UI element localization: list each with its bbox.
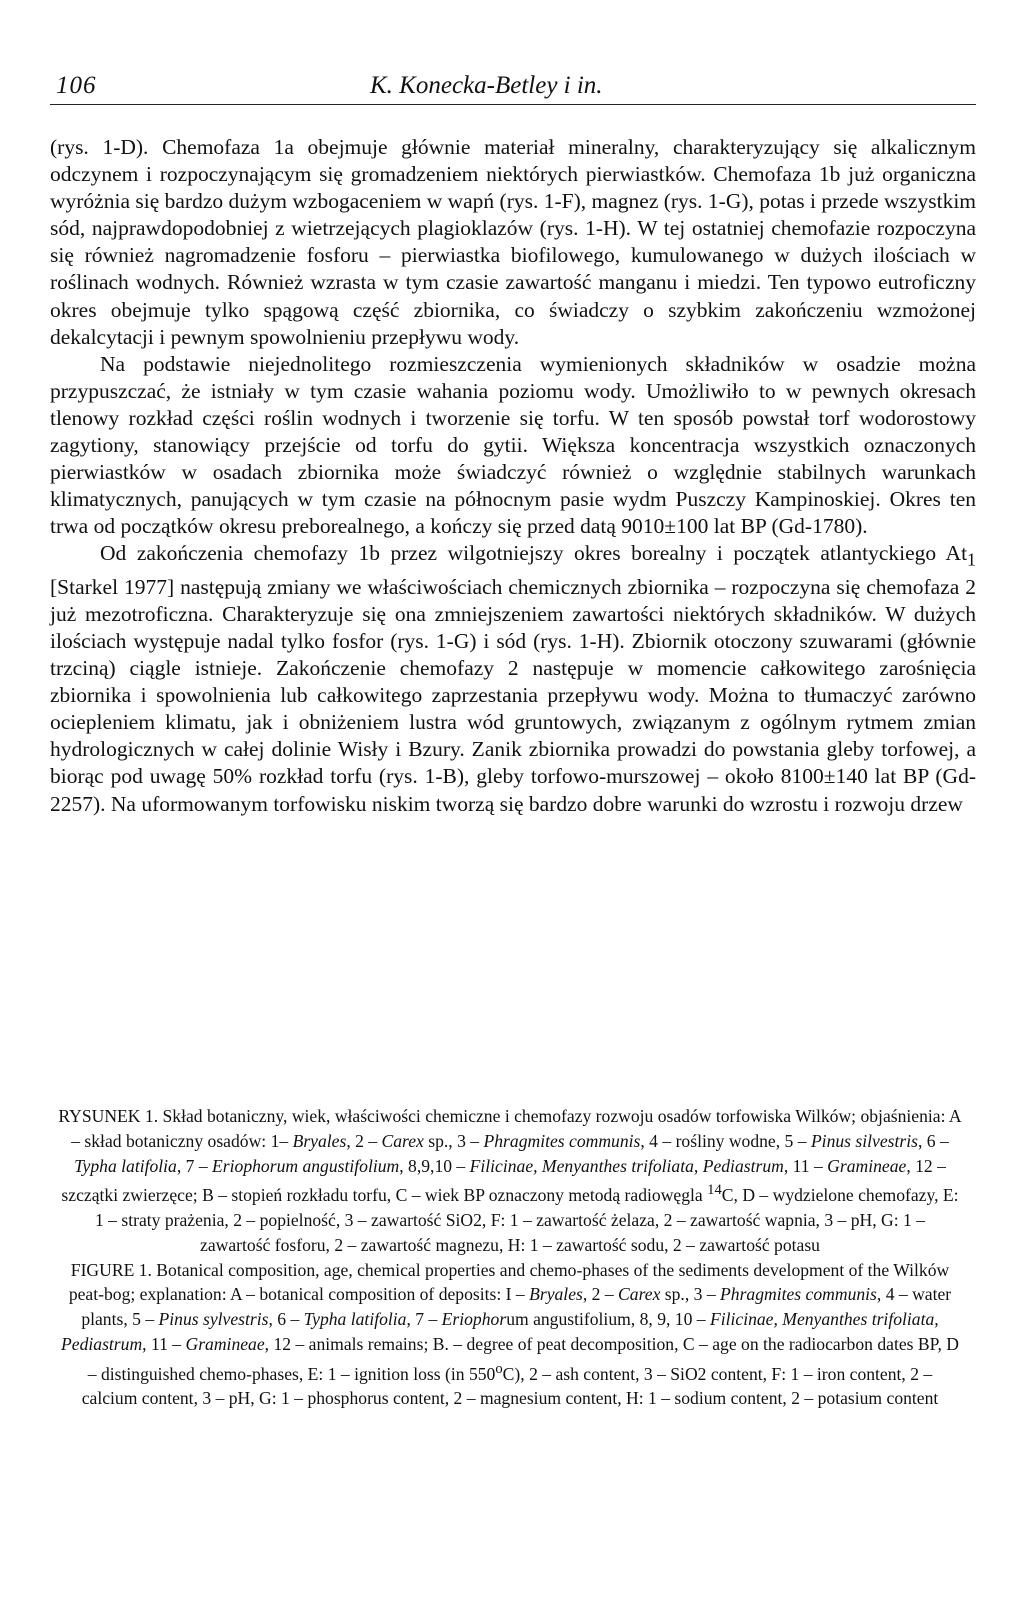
caption-en-text: , 12 – animals remains; B. – degree of peat decomposition, C – age on the radiocarbon dates BP, D – distinguished chemo-phases, E: 1 – ignition loss (in 550 (87, 1334, 959, 1384)
caption-en-taxon: Gramineae (185, 1334, 265, 1355)
caption-pl-text: RYSUNEK 1. Skład botaniczny, wiek, właściwości chemiczne i chemofazy rozwoju osadów torfowiska Wilków; objaśnienia: A – skład botaniczny osadów: 1– (58, 1106, 962, 1151)
caption-en-taxon: Filicinae, Menyanthes trifoliata, Pediastrum (61, 1309, 939, 1355)
caption-pl-text: , 7 – (176, 1155, 213, 1176)
caption-en-superscript: o (495, 1360, 503, 1377)
paragraph-3-part-1: Od zakończenia chemofazy 1b przez wilgotniejszy okres borealny i początek atlantyckiego At (100, 541, 968, 566)
caption-pl-text: , 12 – szczątki zwierzęce; B – stopień rozkładu torfu, C – wiek BP oznaczony metodą radiowęgla (61, 1155, 946, 1206)
caption-en-text: , 4 – water plants, 5 – (81, 1284, 952, 1330)
caption-pl-text: C, D – wydzielone chemofazy, E: 1 – straty prażenia, 2 – popielność, 3 – zawartość SiO2, F: 1 – zawartość żelaza, 2 – zawartość wapnia, 3 – pH, G: 1 – zawartość fosforu, 2 – zawartość magnezu, H: 1 – zawartość sodu, 2 – zawartość potasu (94, 1185, 959, 1255)
running-title: K. Konecka-Betley i in. (370, 72, 603, 99)
caption-en-taxon: Pinus sylvestris (158, 1309, 269, 1330)
page-header (50, 72, 976, 100)
caption-pl-taxon: Typha latifolia (74, 1155, 177, 1176)
caption-pl-taxon: Bryales (292, 1130, 347, 1151)
caption-en-text: , 7 – (406, 1309, 442, 1330)
paragraph-3 (50, 540, 976, 817)
caption-en-taxon: Bryales (529, 1284, 583, 1305)
caption-en-text: , 6 – (268, 1309, 304, 1330)
caption-en-text: , 2 – (582, 1284, 619, 1305)
header-rule (50, 104, 976, 105)
caption-pl-text: , 2 – (346, 1130, 382, 1151)
caption-en-taxon: Typha latifolia (303, 1309, 407, 1330)
caption-en-text: C), 2 – ash content, 3 – SiO2 content, F: 1 – iron content, 2 – calcium content, 3 – pH, G: 1 – phosphorus content, 2 – magnesium content, H: 1 – sodium content, 2 – potasium content (81, 1363, 939, 1409)
caption-english (58, 1258, 962, 1412)
paragraph-3-subscript: 1 (967, 549, 976, 570)
caption-en-text: sp., 3 – (660, 1284, 721, 1305)
caption-en-taxon: Phragmites communis (720, 1284, 877, 1305)
page-number: 106 (56, 72, 97, 99)
paragraph-1: (rys. 1-D). Chemofaza 1a obejmuje głównie materiał mineralny, charakteryzujący się alkalicznym odczynem i rozpoczynającym się gromadzeniem niektórych pierwiastków. Chemofaza 1b już organiczna wyróżnia się bardzo dużym wzbogaceniem w wapń (rys. 1-F), magnez (rys. 1-G), potas i przede wszystkim sód, najprawdopodobniej z wietrzejących plagioklazów (rys. 1-H). W tej ostatniej chemofazie rozpoczyna się również nagromadzenie fosforu – pierwiastka biofilowego, kumulowanego w dużych ilościach w roślinach wodnych. Również wzrasta w tym czasie zawartość manganu i miedzi. Ten typowo eutroficzny okres obejmuje tylko spągową część zbiornika, co świadczy o szybkim zakończeniu wzmożonej dekalcytacji i pewnym spowolnieniu przepływu wody. (50, 135, 977, 349)
caption-en-taxon: Eriophor (441, 1309, 507, 1330)
caption-pl-taxon: Gramineae (827, 1155, 907, 1176)
caption-pl-text: , 11 – (783, 1155, 828, 1176)
caption-en-taxon: Carex (618, 1284, 661, 1305)
caption-pl-taxon: Eriophorum angustifolium (212, 1155, 400, 1176)
caption-pl-text: , 8,9,10 – (399, 1155, 470, 1176)
caption-pl-taxon: Carex (381, 1130, 424, 1151)
caption-pl-text: sp., 3 – (423, 1130, 484, 1151)
body-text (50, 134, 976, 818)
caption-pl-text: , 4 – rośliny wodne, 5 – (640, 1130, 811, 1151)
caption-en-text: , 11 – (142, 1334, 186, 1355)
caption-en-text: um angustifolium, 8, 9, 10 – (506, 1309, 710, 1330)
caption-polish (58, 1104, 962, 1258)
caption-pl-taxon: Phragmites communis (483, 1130, 641, 1151)
paragraph-2: Na podstawie niejednolitego rozmieszczenia wymienionych składników w osadzie można przypuszczać, że istniały w tym czasie wahania poziomu wody. Umożliwiło to w pewnych okresach tlenowy rozkład części roślin wodnych i tworzenie się torfu. W ten sposób powstał torf wodorostowy zagytiony, stanowiący przejście od torfu do gytii. Większa koncentracja wszystkich oznaczonych pierwiastków w osadach zbiornika może świadczyć również o względnie stabilnych warunkach klimatycznych, panujących w tym czasie na północnym pasie wydm Puszczy Kampinoskiej. Okres ten trwa od początków okresu preborealnego, a kończy się przed datą 9010±100 lat BP (Gd-1780). (50, 351, 976, 539)
figure-caption (58, 1104, 962, 1411)
paragraph-3-part-2: [Starkel 1977] następują zmiany we właściwościach chemicznych zbiornika – rozpoczyna się chemofaza 2 już mezotroficzna. Charakteryzuje się ona zmniejszeniem zawartości niektórych składników. W dużych ilościach występuje nadal tylko fosfor (rys. 1-G) i sód (rys. 1-H). Zbiornik otoczony szuwarami (głównie trzciną) ciągle istnieje. Zakończenie chemofazy 2 następuje w momencie całkowitego zarośnięcia zbiornika i spowolnienia lub całkowitego zaprzestania przepływu wody. Można to tłumaczyć zarówno ociepleniem klimatu, jak i obniżeniem lustra wód gruntowych, związanym z ogólnym rytmem zmian hydrologicznych w całej dolinie Wisły i Bzury. Zanik zbiornika prowadzi do powstania gleby torfowej, a biorąc pod uwagę 50% rozkład torfu (rys. 1-B), gleby torfowo-murszowej – około 8100±140 lat BP (Gd-2257). Na uformowanym torfowisku niskim tworzą się bardzo dobre warunki do wzrostu i rozwoju drzew (50, 574, 976, 816)
caption-pl-taxon: Pinus silvestris (810, 1130, 918, 1151)
caption-pl-text: , 6 – (917, 1130, 949, 1151)
caption-pl-superscript: 14 (707, 1182, 722, 1199)
caption-en-text: FIGURE 1. Botanical composition, age, chemical properties and chemo-phases of the sediments development of the Wilków peat-bog; explanation: A – botanical composition of deposits: I – (68, 1259, 950, 1305)
caption-pl-taxon: Filicinae, Menyanthes trifoliata, Pediastrum (469, 1155, 784, 1176)
